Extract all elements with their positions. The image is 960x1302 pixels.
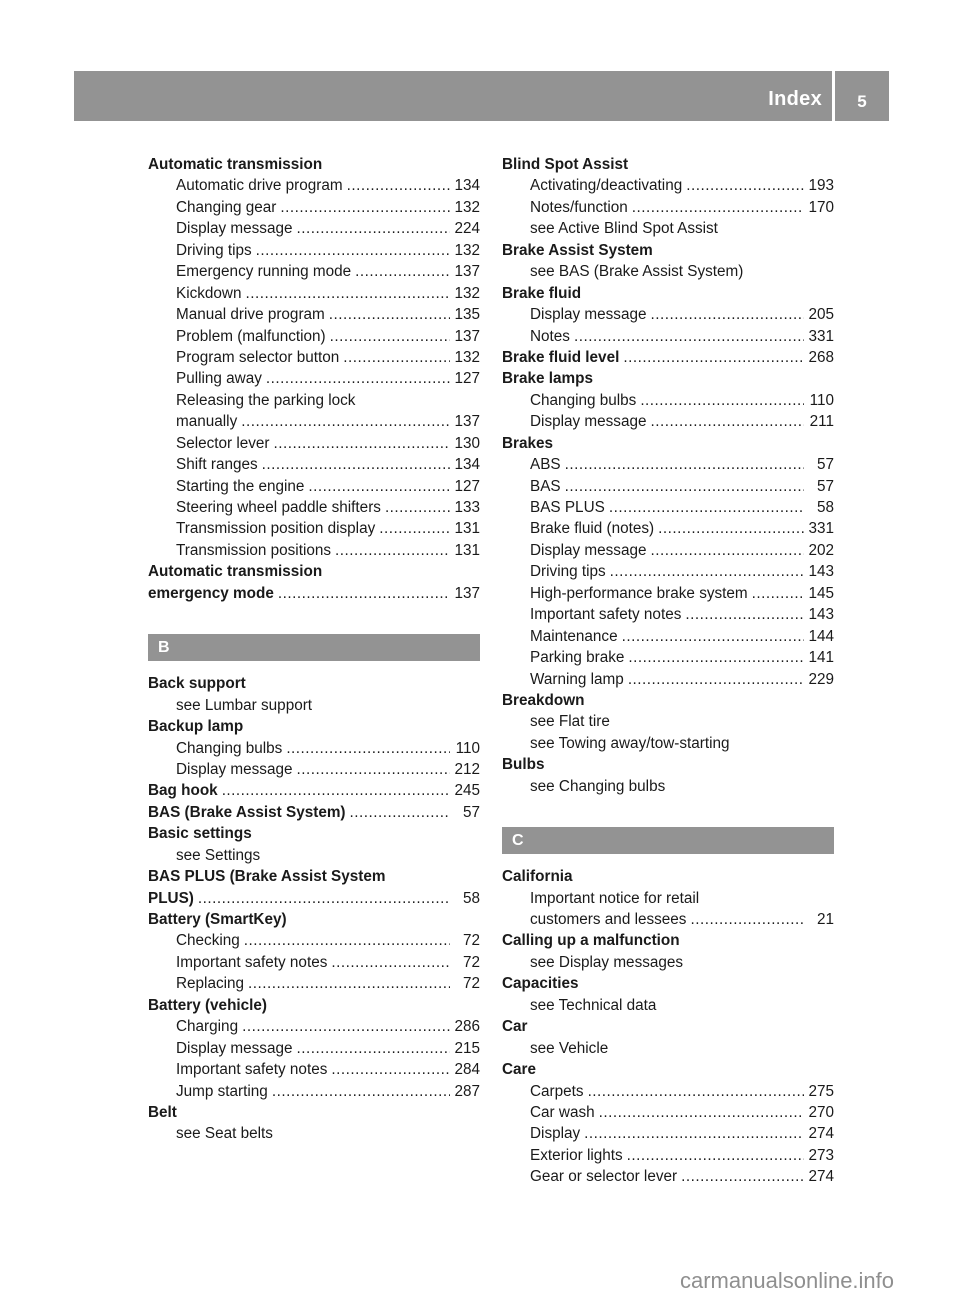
entry-label: Brake lamps — [502, 370, 593, 388]
leader-dots — [198, 888, 450, 909]
page-reference[interactable]: 58 — [462, 889, 480, 907]
page-reference[interactable]: 134 — [454, 456, 480, 474]
leader-dots — [658, 518, 804, 539]
index-subentry[interactable] — [502, 909, 834, 930]
index-entry — [148, 561, 480, 582]
leader-dots — [222, 780, 450, 801]
entry-label: Care — [502, 1061, 537, 1079]
index-subentry[interactable] — [502, 1102, 834, 1123]
index-subentry — [502, 1038, 834, 1059]
index-subentry[interactable] — [148, 973, 480, 994]
entry-label: Program selector button — [176, 348, 340, 366]
page-reference[interactable]: 21 — [816, 911, 834, 928]
entry-label: Car wash — [530, 1103, 595, 1121]
page-reference[interactable]: 127 — [454, 370, 480, 388]
leader-dots — [296, 218, 450, 239]
entry-label: Backup lamp — [148, 718, 244, 736]
entry-label: Important safety notes — [176, 1061, 328, 1079]
index-entry — [502, 690, 834, 711]
leader-dots — [650, 304, 804, 325]
entry-label: Important notice for retail — [530, 889, 700, 907]
leader-dots — [623, 347, 804, 368]
index-entry — [148, 716, 480, 737]
leader-dots — [296, 1038, 450, 1059]
page-reference[interactable]: 57 — [462, 803, 480, 821]
section-letter-b: B — [148, 634, 480, 661]
index-subentry[interactable] — [502, 1145, 834, 1166]
entry-label: Transmission position display — [176, 520, 376, 538]
page-reference[interactable]: 331 — [808, 520, 834, 538]
entry-label: Charging — [176, 1018, 239, 1036]
index-entry — [148, 823, 480, 844]
index-entry — [148, 866, 480, 887]
index-subentry — [502, 711, 834, 732]
leader-dots — [686, 175, 804, 196]
page-reference[interactable]: 270 — [808, 1103, 834, 1121]
page-reference[interactable]: 132 — [454, 284, 480, 302]
page-reference[interactable]: 72 — [462, 975, 480, 993]
index-subentry[interactable] — [502, 561, 834, 582]
index-subentry[interactable] — [502, 540, 834, 561]
entry-label: Replacing — [176, 975, 245, 993]
index-subentry[interactable] — [148, 218, 480, 239]
index-entry — [148, 1102, 480, 1123]
entry-label: Automatic transmission — [148, 563, 323, 581]
entry-label: PLUS) — [148, 889, 194, 907]
index-subentry[interactable] — [502, 454, 834, 475]
entry-label: Changing bulbs — [530, 391, 637, 409]
leader-dots — [685, 604, 804, 625]
entry-label: Brake fluid (notes) — [530, 520, 655, 538]
entry-label: Checking — [176, 932, 240, 950]
index-entry — [502, 930, 834, 951]
index-entry[interactable] — [148, 780, 480, 801]
entry-label: Important safety notes — [530, 606, 682, 624]
index-subentry[interactable] — [148, 1038, 480, 1059]
page-reference[interactable]: 245 — [454, 782, 480, 800]
index-subentry — [148, 695, 480, 716]
entry-label: see Lumbar support — [176, 696, 313, 714]
leader-dots — [609, 497, 804, 518]
index-subentry[interactable] — [502, 518, 834, 539]
index-subentry — [502, 218, 834, 239]
page-reference[interactable]: 170 — [808, 198, 834, 216]
entry-label: Transmission positions — [176, 541, 332, 559]
index-entry — [502, 368, 834, 389]
page-reference[interactable]: 274 — [808, 1125, 834, 1143]
page-reference[interactable]: 132 — [454, 241, 480, 259]
index-subentry[interactable] — [502, 497, 834, 518]
entry-label: Jump starting — [176, 1082, 268, 1100]
entry-label: Display message — [176, 220, 293, 238]
leader-dots — [565, 476, 804, 497]
index-subentry[interactable] — [148, 283, 480, 304]
entry-label: manually — [176, 413, 238, 431]
index-entry[interactable] — [502, 347, 834, 368]
entry-label: Maintenance — [530, 627, 618, 645]
index-subentry[interactable] — [148, 433, 480, 454]
index-subentry[interactable] — [502, 647, 834, 668]
entry-label: Driving tips — [530, 563, 606, 581]
entry-label: Belt — [148, 1103, 177, 1121]
entry-label: Basic settings — [148, 825, 252, 843]
leader-dots — [640, 390, 804, 411]
index-subentry[interactable] — [502, 626, 834, 647]
entry-label: Starting the engine — [176, 477, 305, 495]
entry-label: Brakes — [502, 434, 554, 452]
index-subentry[interactable] — [502, 1166, 834, 1187]
index-subentry — [502, 261, 834, 282]
leader-dots — [628, 647, 804, 668]
entry-label: Display message — [530, 541, 647, 559]
entry-label: Parking brake — [530, 649, 625, 667]
entry-label: BAS PLUS — [530, 499, 605, 516]
index-subentry[interactable] — [148, 175, 480, 196]
leader-dots — [632, 197, 804, 218]
leader-dots — [650, 540, 804, 561]
leader-dots — [650, 411, 804, 432]
leader-dots — [343, 347, 450, 368]
page-reference[interactable]: 137 — [454, 584, 480, 602]
entry-label: BAS — [530, 477, 561, 495]
leader-dots — [584, 1123, 804, 1144]
index-entry[interactable] — [148, 802, 480, 823]
page-reference[interactable]: 72 — [462, 953, 480, 971]
page-reference[interactable]: 212 — [454, 760, 480, 778]
page-reference[interactable]: 143 — [808, 563, 834, 581]
page-reference[interactable]: 141 — [808, 649, 834, 667]
index-subentry[interactable] — [502, 1081, 834, 1102]
index-subentry[interactable] — [502, 476, 834, 497]
entry-label: Exterior lights — [530, 1146, 623, 1164]
entry-label: see Technical data — [530, 996, 657, 1014]
index-subentry[interactable] — [502, 175, 834, 196]
index-entry — [502, 1016, 834, 1037]
leader-dots — [350, 802, 450, 823]
entry-label: Selector lever — [176, 434, 270, 452]
page-reference[interactable]: 134 — [454, 177, 480, 195]
index-entry — [502, 154, 834, 175]
entry-label: Brake fluid level — [502, 348, 620, 366]
leader-dots — [244, 930, 450, 951]
entry-label: Display — [530, 1125, 581, 1143]
leader-dots — [627, 1145, 804, 1166]
entry-label: Shift ranges — [176, 456, 258, 474]
page-reference[interactable]: 137 — [454, 263, 480, 281]
entry-label: Changing bulbs — [176, 739, 283, 757]
index-subentry[interactable] — [148, 197, 480, 218]
entry-label: BAS PLUS (Brake Assist System — [148, 868, 386, 886]
entry-label: ABS — [530, 456, 561, 474]
index-subentry — [502, 995, 834, 1016]
leader-dots — [286, 738, 450, 759]
index-subentry[interactable] — [502, 583, 834, 604]
entries-before — [148, 154, 480, 604]
entry-label: Calling up a malfunction — [502, 932, 680, 950]
entry-label: Steering wheel paddle shifters — [176, 499, 381, 516]
leader-dots — [272, 1081, 450, 1102]
entry-label: Car — [502, 1018, 528, 1036]
leader-dots — [248, 973, 450, 994]
index-entry — [148, 154, 480, 175]
entry-label: Releasing the parking lock — [176, 391, 356, 409]
page-number: 5 — [857, 92, 867, 111]
page-reference[interactable]: 143 — [808, 606, 834, 624]
entry-label: see Display messages — [530, 953, 684, 971]
entries-after — [148, 673, 480, 1145]
leader-dots — [588, 1081, 804, 1102]
page-reference[interactable]: 268 — [808, 348, 834, 366]
index-subentry[interactable] — [502, 390, 834, 411]
page-reference[interactable]: 275 — [808, 1082, 834, 1100]
entry-label: Battery (vehicle) — [148, 996, 268, 1014]
page-reference[interactable]: 130 — [454, 434, 480, 452]
leader-dots — [241, 411, 450, 432]
leader-dots — [266, 368, 450, 389]
entry-label: Notes — [530, 327, 570, 345]
index-subentry[interactable] — [502, 604, 834, 625]
index-subentry[interactable] — [148, 497, 480, 518]
index-subentry[interactable] — [148, 952, 480, 973]
entry-label: Automatic transmission — [148, 156, 323, 173]
index-subentry[interactable] — [148, 368, 480, 389]
index-subentry[interactable] — [502, 411, 834, 432]
index-subentry — [502, 952, 834, 973]
leader-dots — [242, 1016, 450, 1037]
page-reference[interactable]: 331 — [808, 327, 834, 345]
entry-label: Battery (SmartKey) — [148, 911, 287, 928]
page-number-box — [835, 71, 889, 121]
leader-dots — [347, 175, 450, 196]
index-entry — [502, 866, 834, 887]
index-subentry[interactable] — [148, 476, 480, 497]
leader-dots — [256, 240, 450, 261]
index-entry[interactable] — [148, 583, 480, 604]
leader-dots — [622, 626, 804, 647]
index-subentry — [502, 733, 834, 754]
entry-label: Driving tips — [176, 241, 252, 259]
index-subentry — [148, 845, 480, 866]
entry-label: Activating/deactivating — [530, 177, 683, 195]
entry-label: Display message — [176, 760, 293, 778]
page-reference[interactable]: 287 — [454, 1082, 480, 1100]
index-entry — [502, 433, 834, 454]
leader-dots — [574, 326, 804, 347]
index-entry — [502, 973, 834, 994]
entry-label: see Active Blind Spot Assist — [530, 220, 718, 238]
index-subentry[interactable] — [502, 197, 834, 218]
index-subentry[interactable] — [502, 669, 834, 690]
page-reference[interactable]: 131 — [454, 520, 480, 538]
entry-label: emergency mode — [148, 584, 274, 602]
entry-label: see Flat tire — [530, 713, 610, 731]
index-entry — [502, 240, 834, 261]
index-subentry[interactable] — [148, 1081, 480, 1102]
index-subentry[interactable] — [502, 1123, 834, 1144]
entry-label: Bag hook — [148, 782, 218, 800]
index-subentry[interactable] — [148, 759, 480, 780]
entry-label: Brake fluid — [502, 284, 582, 302]
entry-label: Automatic drive program — [176, 177, 343, 195]
page-reference[interactable]: 193 — [808, 177, 834, 195]
section-letter-c: C — [502, 827, 834, 854]
index-subentry — [148, 1123, 480, 1144]
entry-label: Display message — [530, 413, 647, 431]
page-reference[interactable]: 135 — [454, 306, 480, 324]
index-entry[interactable] — [148, 888, 480, 909]
index-subentry — [148, 390, 480, 411]
leader-dots — [752, 583, 804, 604]
index-subentry[interactable] — [148, 930, 480, 951]
entry-label: see Vehicle — [530, 1039, 609, 1057]
page-reference[interactable]: 224 — [454, 220, 480, 238]
entry-label: Emergency running mode — [176, 263, 352, 281]
entry-label: Problem (malfunction) — [176, 327, 326, 345]
entry-label: Bulbs — [502, 756, 545, 774]
entry-label: Capacities — [502, 975, 579, 993]
page-reference[interactable]: 72 — [462, 932, 480, 950]
leader-dots — [296, 759, 450, 780]
index-subentry[interactable] — [148, 540, 480, 561]
entry-label: Brake Assist System — [502, 241, 653, 259]
entry-label: Important safety notes — [176, 953, 328, 971]
entry-label: Kickdown — [176, 284, 242, 302]
entry-label: Display message — [176, 1039, 293, 1057]
leader-dots — [331, 952, 450, 973]
entry-label: Carpets — [530, 1082, 584, 1100]
page-reference[interactable]: 284 — [454, 1061, 480, 1079]
entry-label: Back support — [148, 675, 246, 693]
index-subentry[interactable] — [148, 240, 480, 261]
leader-dots — [690, 909, 804, 930]
index-entry — [148, 673, 480, 694]
entry-label: High-performance brake system — [530, 584, 748, 602]
page-reference[interactable]: 137 — [454, 413, 480, 431]
index-column-right — [502, 154, 834, 1188]
page-reference[interactable]: 145 — [808, 584, 834, 602]
index-entry — [502, 1059, 834, 1080]
leader-dots — [681, 1166, 804, 1187]
page-reference[interactable]: 205 — [808, 306, 834, 324]
entry-label: see Seat belts — [176, 1125, 273, 1143]
index-subentry[interactable] — [148, 411, 480, 432]
leader-dots — [385, 497, 450, 518]
page-reference[interactable]: 202 — [808, 541, 834, 559]
entry-label: BAS (Brake Assist System) — [148, 803, 346, 821]
entry-label: see Towing away/tow-starting — [530, 734, 730, 752]
header-title: Index — [768, 88, 822, 110]
index-subentry[interactable] — [148, 261, 480, 282]
page-reference[interactable]: 229 — [808, 670, 834, 688]
leader-dots — [274, 433, 450, 454]
index-entry — [148, 909, 480, 930]
entry-label: Display message — [530, 306, 647, 324]
leader-dots — [308, 476, 450, 497]
index-subentry — [502, 776, 834, 797]
entry-label: Gear or selector lever — [530, 1168, 678, 1186]
index-subentry — [502, 888, 834, 909]
header-bar — [74, 71, 832, 121]
page-reference[interactable]: 211 — [809, 413, 834, 431]
page-reference[interactable]: 133 — [454, 499, 480, 516]
leader-dots — [355, 261, 450, 282]
leader-dots — [330, 326, 450, 347]
page-reference[interactable]: 57 — [816, 456, 834, 474]
leader-dots — [335, 540, 450, 561]
index-subentry[interactable] — [148, 454, 480, 475]
entry-label: Blind Spot Assist — [502, 156, 629, 173]
entry-label: Notes/function — [530, 198, 628, 216]
entry-label: Changing gear — [176, 198, 277, 216]
index-subentry[interactable] — [502, 304, 834, 325]
index-column-left — [148, 154, 480, 1145]
page-reference[interactable]: 144 — [808, 627, 834, 645]
leader-dots — [278, 583, 450, 604]
index-subentry[interactable] — [148, 304, 480, 325]
page-reference[interactable]: 110 — [809, 391, 834, 409]
watermark: carmanualsonline.info — [680, 1268, 895, 1293]
page-reference[interactable]: 110 — [455, 739, 480, 757]
entry-label: Warning lamp — [530, 670, 624, 688]
index-subentry[interactable] — [148, 347, 480, 368]
page-reference[interactable]: 286 — [454, 1018, 480, 1036]
page-reference[interactable]: 137 — [454, 327, 480, 345]
entry-label: Pulling away — [176, 370, 262, 388]
leader-dots — [628, 669, 804, 690]
index-subentry[interactable] — [502, 326, 834, 347]
leader-dots — [379, 518, 450, 539]
leader-dots — [245, 283, 450, 304]
entry-label: see Settings — [176, 846, 261, 864]
entry-label: see BAS (Brake Assist System) — [530, 263, 744, 281]
leader-dots — [331, 1059, 450, 1080]
leader-dots — [610, 561, 804, 582]
page-reference[interactable]: 131 — [454, 541, 480, 559]
entry-label: see Changing bulbs — [530, 777, 666, 795]
entries-after — [502, 866, 834, 1188]
entry-label: California — [502, 868, 573, 886]
leader-dots — [599, 1102, 804, 1123]
entry-label: Breakdown — [502, 691, 585, 709]
page-reference[interactable]: 127 — [454, 477, 480, 495]
index-subentry[interactable] — [148, 738, 480, 759]
page-reference[interactable]: 132 — [454, 198, 480, 216]
index-subentry[interactable] — [148, 1059, 480, 1080]
index-subentry[interactable] — [148, 1016, 480, 1037]
index-subentry[interactable] — [148, 326, 480, 347]
page-reference[interactable]: 273 — [808, 1146, 834, 1164]
index-entry — [502, 754, 834, 775]
entry-label: Manual drive program — [176, 306, 325, 324]
page-reference[interactable]: 274 — [808, 1168, 834, 1186]
leader-dots — [565, 454, 804, 475]
index-entry — [502, 283, 834, 304]
index-subentry[interactable] — [148, 518, 480, 539]
page-reference[interactable]: 58 — [816, 499, 834, 516]
page-reference[interactable]: 57 — [816, 477, 834, 495]
page-reference[interactable]: 215 — [454, 1039, 480, 1057]
leader-dots — [280, 197, 450, 218]
entries-before — [502, 154, 834, 797]
entry-label: customers and lessees — [530, 911, 687, 928]
page-reference[interactable]: 132 — [454, 348, 480, 366]
leader-dots — [262, 454, 450, 475]
index-entry — [148, 995, 480, 1016]
leader-dots — [329, 304, 450, 325]
